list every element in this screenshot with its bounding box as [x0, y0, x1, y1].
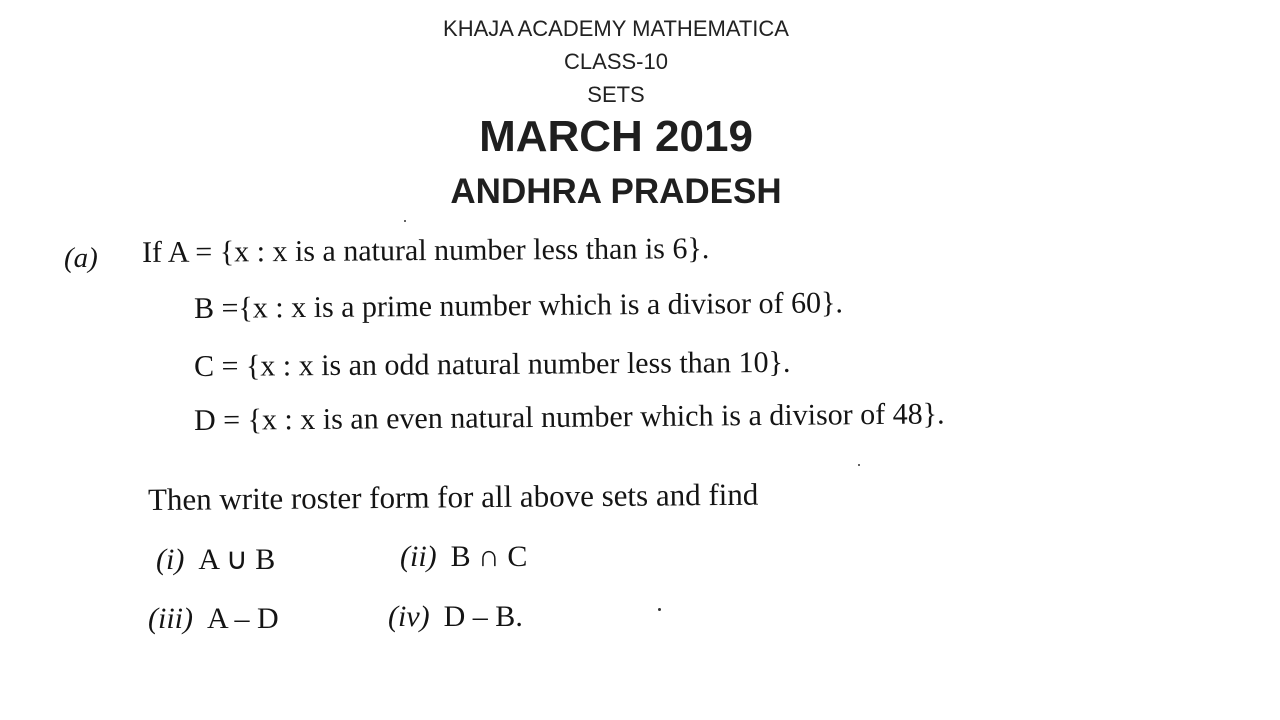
sub-question-expression: B ∩ C [450, 540, 528, 573]
sub-question-4 [388, 600, 523, 634]
sub-question-number: (i) [156, 543, 185, 576]
sub-question-2 [400, 540, 527, 574]
question-label: (a) [64, 242, 98, 274]
sub-question-number: (iv) [388, 600, 430, 633]
exam-title: MARCH 2019 [479, 112, 753, 161]
scan-speck [404, 220, 406, 222]
sub-question-expression: A ∪ B [198, 543, 276, 576]
scan-speck [858, 464, 860, 466]
sub-question-1 [156, 542, 275, 577]
state-title: ANDHRA PRADESH [450, 172, 782, 211]
sub-question-expression: A – D [207, 602, 279, 635]
sub-question-3 [148, 602, 279, 636]
sub-question-number: (ii) [400, 540, 437, 573]
class-label: CLASS-10 [564, 49, 668, 74]
sub-question-expression: D – B. [443, 600, 523, 633]
set-a-definition: If A = {x : x is a natural number less than is 6}. [141, 232, 710, 269]
academy-title: KHAJA ACADEMY MATHEMATICA [443, 16, 789, 41]
set-c-definition: C = {x : x is an odd natural number less than 10}. [193, 345, 791, 383]
sub-question-number: (iii) [148, 602, 193, 635]
scan-speck [658, 608, 661, 611]
question-instruction: Then write roster form for all above sets and find [147, 476, 759, 517]
question-scan [52, 220, 1186, 644]
topic-label: SETS [587, 82, 645, 107]
set-b-definition: B ={x : x is a prime number which is a divisor of 60}. [193, 286, 844, 325]
set-d-definition: D = {x : x is an even natural number which is a divisor of 48}. [193, 397, 945, 437]
